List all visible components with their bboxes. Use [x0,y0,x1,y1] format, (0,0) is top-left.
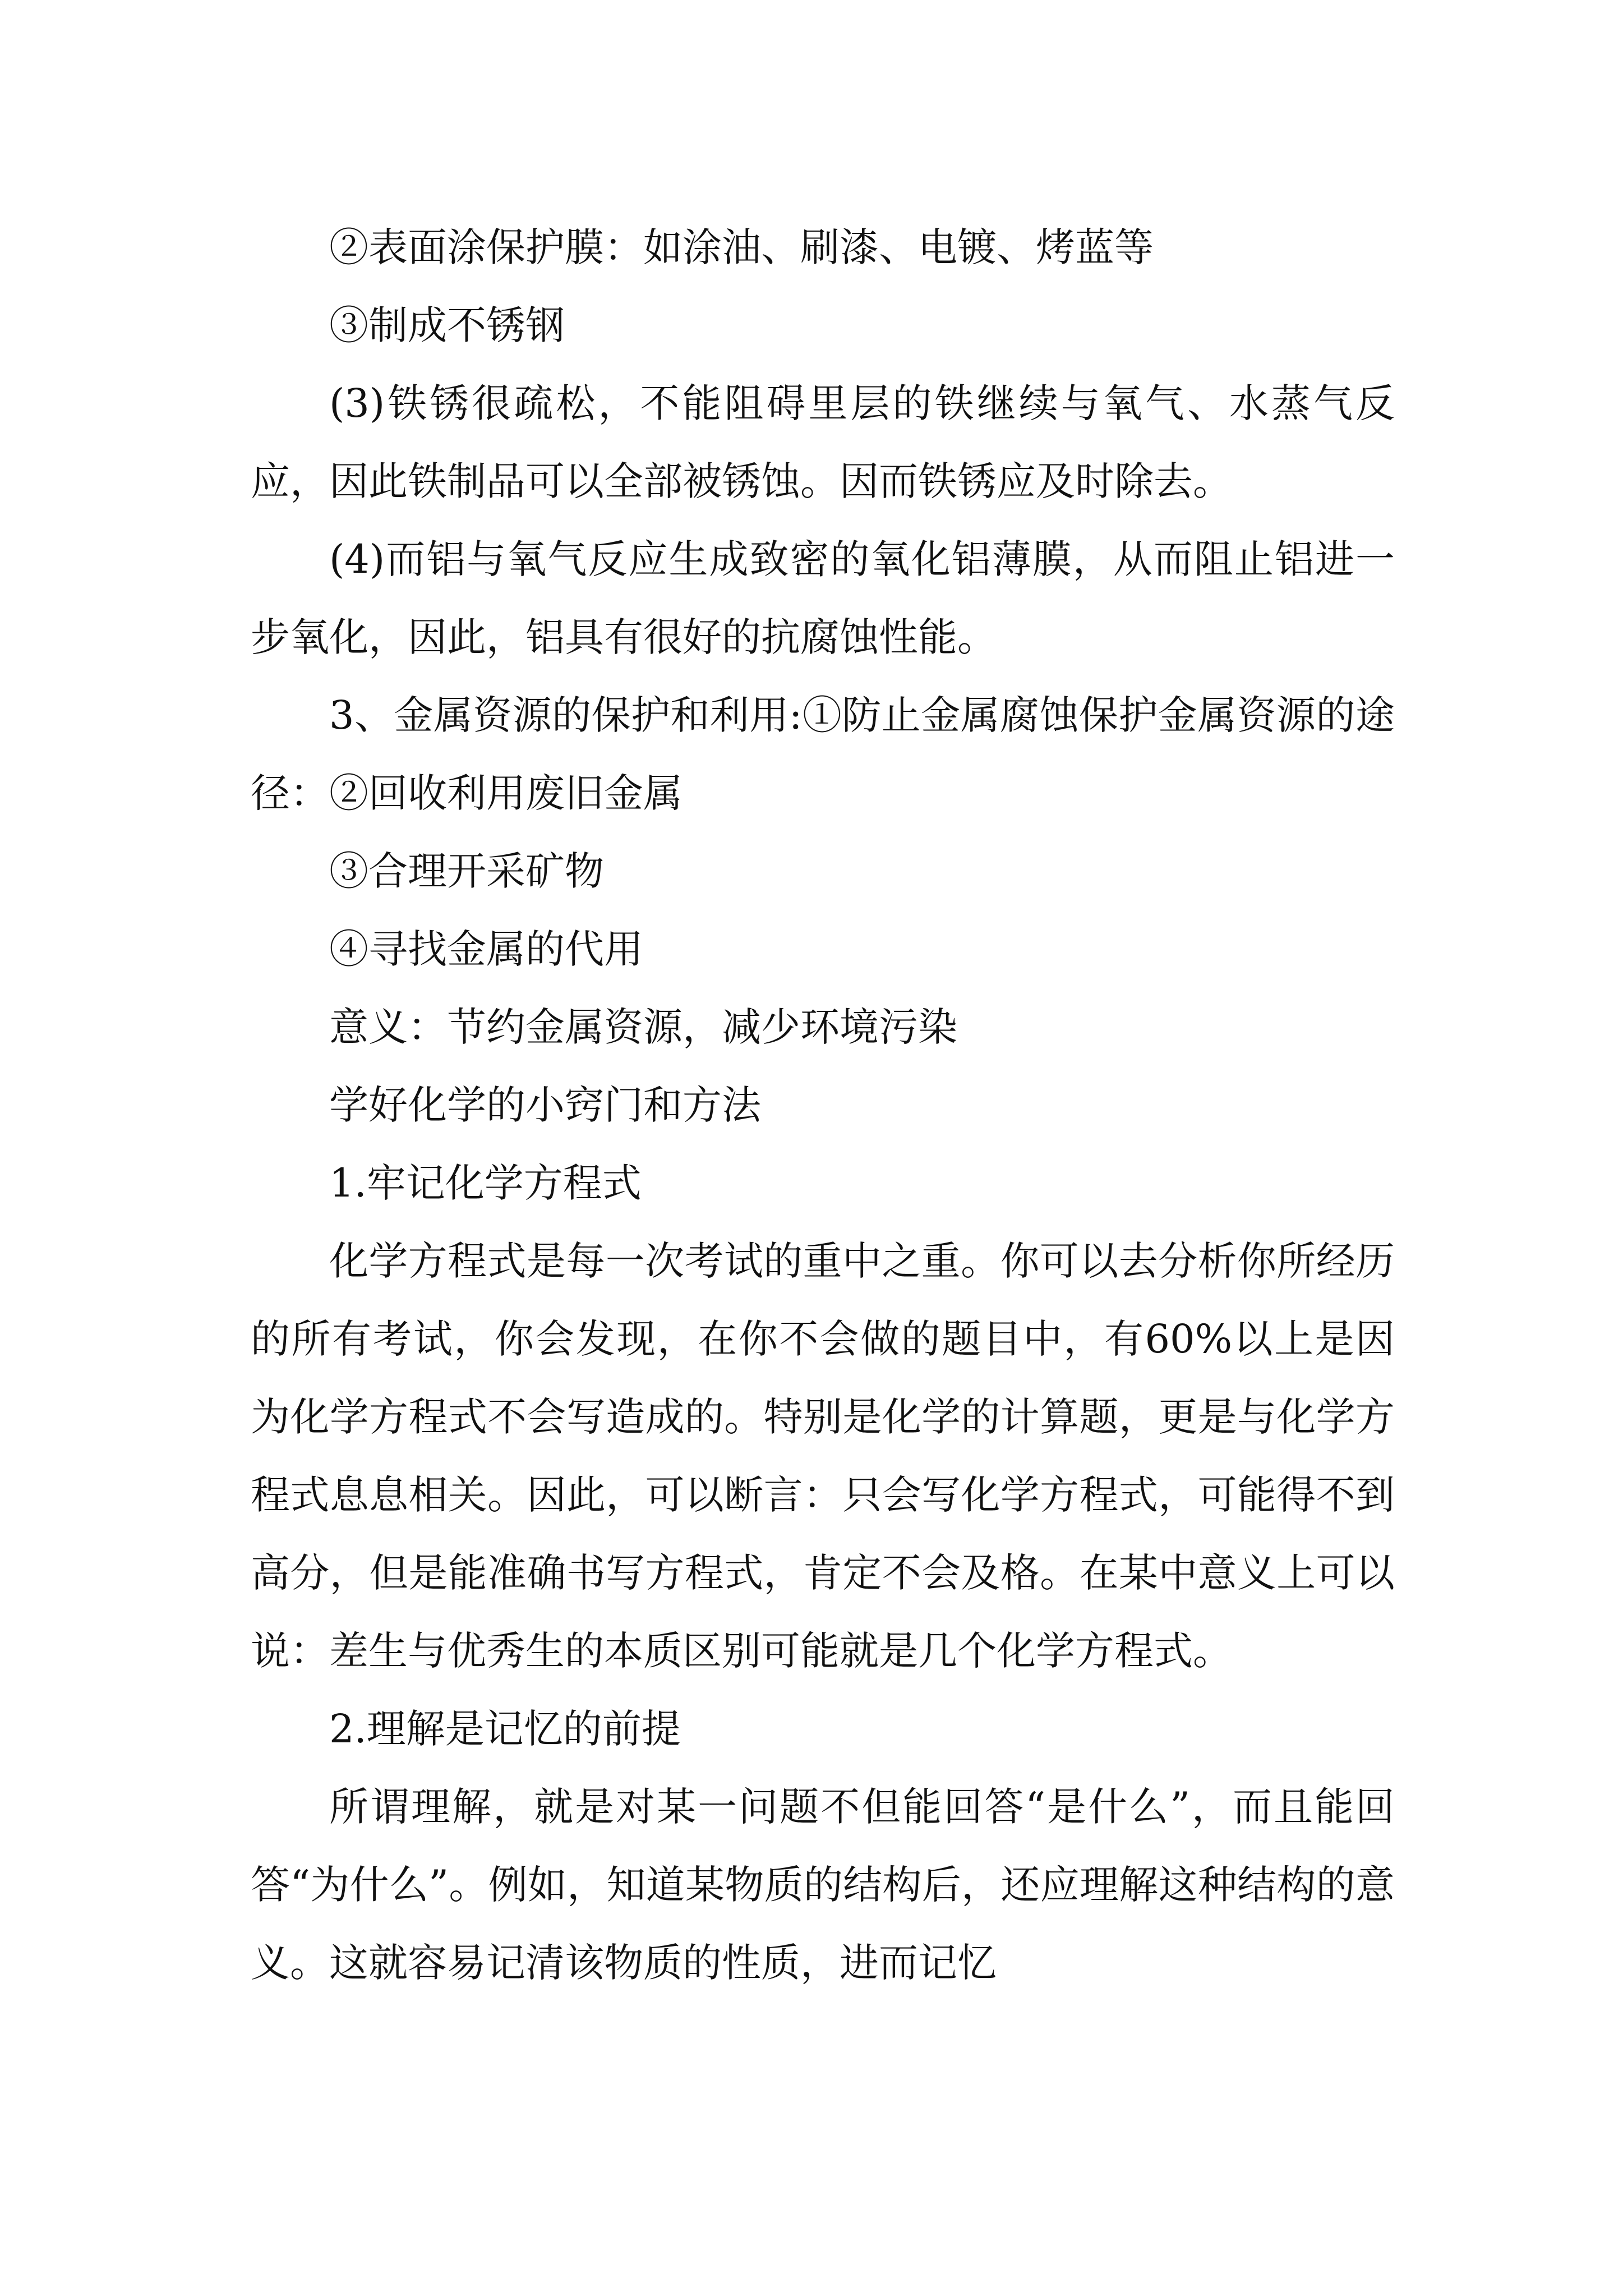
paragraph-substitutes: ④寻找金属的代用 [329,926,643,972]
paragraph-rust-loose: (3)铁锈很疏松，不能阻碍里层的铁继续与氧气、水蒸气反应，因此铁制品可以全部被锈蚀。因而铁锈应及时除去。 [251,380,1395,504]
paragraph-significance: 意义：节约金属资源，减少环境污染 [329,1004,957,1050]
subheading-equations: 1.牢记化学方程式 [329,1160,642,1206]
subheading-understanding: 2.理解是记忆的前提 [329,1706,681,1752]
paragraph-stainless-steel: ③制成不锈钢 [329,302,565,348]
section-heading-study-tips: 学好化学的小窍门和方法 [329,1082,761,1128]
document-body [251,209,1395,2002]
paragraph-protective-film: ②表面涂保护膜：如涂油、刷漆、电镀、烤蓝等 [329,224,1154,270]
paragraph-equations: 化学方程式是每一次考试的重中之重。你可以去分析你所经历的所有考试，你会发现，在你不会做的题目中，有60%以上是因为化学方程式不会写造成的。特别是化学的计算题，更是与化学方程式息息相关。因此，可以断言：只会写化学方程式，可能得不到高分，但是能准确书写方程式，肯定不会及格。在某中意义上可以说：差生与优秀生的本质区别可能就是几个化学方程式。 [251,1238,1395,1674]
paragraph-mining: ③合理开采矿物 [329,848,604,894]
paragraph-metal-resources: 3、金属资源的保护和利用:①防止金属腐蚀保护金属资源的途径：②回收利用废旧金属 [251,692,1395,816]
paragraph-understanding: 所谓理解，就是对某一问题不但能回答“是什么”，而且能回答“为什么”。例如，知道某物质的结构后，还应理解这种结构的意义。这就容易记清该物质的性质，进而记忆 [251,1784,1395,1986]
paragraph-aluminum-oxide: (4)而铝与氧气反应生成致密的氧化铝薄膜，从而阻止铝进一步氧化，因此，铝具有很好的抗腐蚀性能。 [251,536,1395,660]
